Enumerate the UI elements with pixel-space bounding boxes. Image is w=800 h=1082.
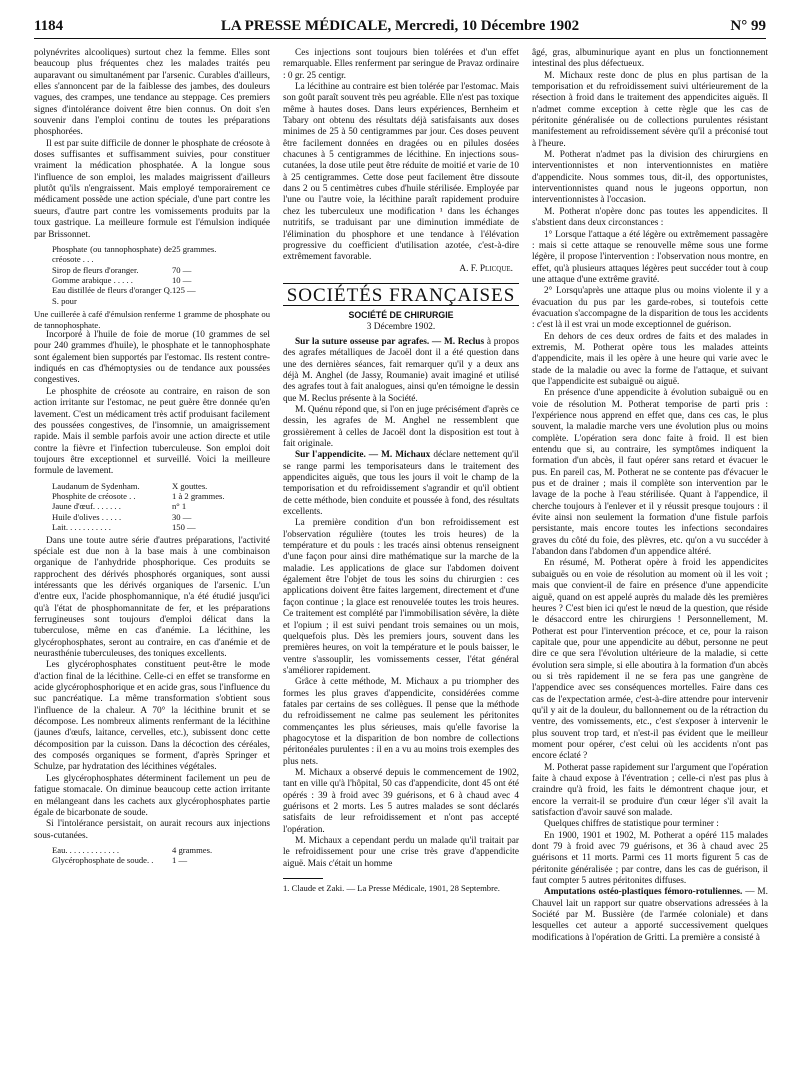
paragraph-text: à propos des agrafes métalliques de Jacoël dont il a été question dans une des dernières séances, fait remarquer qu'il y a deux ans déjà M. Anghel (de Jassy, Roumanie) avait imaginé et utilisé des agrafes tout à fait analogues, ainsi qu'en témoigne le dessin que M. Reclus présente à la Société. [283,336,519,404]
recipe-item: Phosphite de créosote . . [52,490,136,501]
issue-number: N° 99 [730,18,766,34]
page-header [34,18,766,40]
section-title: SOCIÉTÉS FRANÇAISES [283,283,519,306]
paragraph: Ces injections sont toujours bien tolérées et d'un effet remarquable. Elles renferment par seringue de Pravaz ordinaire : 0 gr. 25 centigr. [283,48,519,81]
recipe-qty: 1 — [172,855,188,866]
paragraph: M. Quénu répond que, si l'on en juge précisément d'après ce dessin, les agrafes de M. Anghel ne ressemblent que grossièrement à celles de Jacoël dont la disposition est tout à fait originale. [283,404,519,449]
paragraph: polynévrites alcooliques) surtout chez la femme. Elles sont beaucoup plus fréquentes chez les malades traités peu auparavant ou simultanément par l'arsenic. Curables d'ailleurs, elles s'annoncent par de la faiblesse des jambes, des douleurs vagues, des crampes, une tendance au steppage. Ces premiers signes d'intolérance doivent être bien connus. On doit s'en souvenir dans l'emploi continu de toutes les préparations phosphorées. [34,48,270,138]
column-3 [532,48,768,944]
paragraph: Il est par suite difficile de donner le phosphate de créosote à doses suffisantes et suffisamment suivies, pour constituer vraiment la médication phosphatée. A la longue sous l'influence de son emploi, les malades maigrissent d'ailleurs plutôt qu'ils n'engraissent. Mais employé temporairement ce médicament possède une action spéciale, d'une part contre les sueurs, d'autre part contre les vomissements produits par la toux gastrique. La meilleure formule est l'émulsion indiquée par Brissonnet. [34,138,270,240]
recipe-lavement [52,481,270,533]
recipe-item: Phosphate (ou tannophosphate) de créosote . . . [52,243,172,265]
footnote: 1. Claude et Zaki. — La Presse Médicale, 1901, 28 Septembre. [283,883,500,894]
paragraph: M. Michaux a observé depuis le commencement de 1902, tant en ville qu'à l'hôpital, 50 cas d'appendicite, dont 45 ont été opérés : 39 à froid avec 39 guérisons, et 6 à chaud avec 4 guérisons et 2 morts. Les 5 autres malades se sont déclarés satisfaits de leur refroidissement et n'ont pas accepté l'opération. [283,767,519,835]
recipe-item: Glycérophosphate de soude. . [52,855,154,866]
footnote-rule [283,878,323,879]
page-number: 1184 [34,18,64,34]
paragraph: 1° Lorsque l'attaque a été légère ou extrêmement passagère : mais si cette attaque se renouvelle même sous une forme légère, il propose l'intervention : l'observation nous montre, en effet, qu'à plusieurs attaques légères peut succéder tout à coup une attaque d'une extrême gravité. [532,229,768,285]
paragraph-text: — M. Chauvel lait un rapport sur quatre observations adressées à la Société par M. Bussière (de l'armée coloniale) et dans lesquelles cet auteur a apporté successivement quelques modifications à l'opération de Gritti. La première a consisté à [532,887,769,943]
recipe-item: Sirop de fleurs d'oranger. [52,264,139,275]
paragraph-text: déclare nettement qu'il se range parmi les temporisateurs dans le traitement des appendicites aiguës, que tous les jours il voit le champ de la temporisation et du refroidissement s'agrandir et qu'il obtient de cette méthode, bien conduite et poussée à fond, des résultats excellents. [283,450,519,518]
recipe-emulsion [52,244,270,306]
paragraph: Dans une toute autre série d'autres préparations, l'activité spéciale est due non à la base mais à une combinaison organique de l'anhydride phosphorique. Ces produits se rapprochent des dérivés phosphorés organiques, sont aussi intéressants que les dérivés organiques de l'arsenic. L'un d'entre eux, l'acide phosphomannique, n'a été étudié jusqu'ici qu'à l'état de phosphomannitate de fer, et les préparations ferrugineuses sont toujours d'emploi délicat dans la tuberculose, même en cas d'anémie. La lécithine, les glycérophosphates, seront au contraire, en cas d'anémie et de neurasthénie tuberculeuses, des toniques excellents. [34,535,270,660]
recipe-injection [52,845,270,866]
author-signature: A. F. Plicque. [459,263,513,274]
paragraph: En résumé, M. Potherat opère à froid les appendicites subaiguës ou en voie de résolution au moment où il les voit ; mais que convient-il de faire en présence d'une appendicite aiguë, quand on est appelé auprès du malade dès les premières heures ? C'est bien ici qu'est le nœud de la question, que réside le désaccord entre les chirurgiens ! Personnellement, M. Potherat est pour l'intervention précoce, et ce, pour la raison capitale que, pour une appendicite au début, personne ne peut dire ce que sera l'évolution ultérieure de la maladie, si cette évolution sera simple, si elle aboutira à la formation d'un abcès ou si très rapidement il ne se fera pas une gangrène de l'appendice avec ses conséquences mortelles. Faire dans ces cas de l'expectation armée, c'est-à-dire attendre pour intervenir qu'il y ait de la douleur, du ballonnement ou de la rétraction du ventre, des vomissements, etc., c'est s'exposer à intervenir le plus souvent trop tard, et n'est-il pas évident que le meilleur moment pour opérer, c'est celui où les accidents n'ont pas encore éclaté ? [532,558,768,762]
paragraph: Les glycérophosphates constituent peut-être le mode d'action final de la lécithine. Celle-ci en effet se transforme en acide glycérophosphorique et en acide gras, sous l'influence du suc pancréatique. La même transformation s'obtient sous l'influence de la chaleur. A 70° la lécithine brunit et se décompose. Les nombreux aliments renfermant de la lécithine (jaunes d'œufs, laitance, cervelles, etc.), subissent donc cette décomposition par la cuisson. Dans la décoction des céréales, des composés organiques se forment, d'après Springer et Schulze, par hydratation des lécithines végétales. [34,660,270,773]
recipe-item: Gomme arabique . . . . . [52,275,133,286]
paragraph: La lécithine au contraire est bien tolérée par l'estomac. Mais son goût paraît souvent très peu agréable. Elle n'est pas toxique même à hautes doses. Dans leurs expériences, Bernheim et Tabary ont obtenu des résultats déjà satisfaisants aux doses minimes de 25 à 50 centigrammes par jour. Ces doses peuvent être facilement données en dragées ou en pilules dosées chacunes à 5 centigrammes de lécithine. En injections sous-cutanées, la dose utile peut être réduite de moitié et varie de 10 à 25 centigrammes. Cette dose peut facilement être dissoute dans 2 ou 5 centimètres cubes d'huile stérilisée. Employée par l'une ou l'autre voie, la lécithine paraît rapidement produire chez les tuberculeux une modification ¹ dans les échanges nutritifs, se traduisant par une diminution immédiate de l'élimination du phosphore et une tendance à l'élévation progressive du coefficient d'utilisation azotée, c'est-à-dire extrêmement favorable. [283,82,519,263]
recipe-item: Eau. . . . . . . . . . . . . [52,844,120,855]
journal-title: LA PRESSE MÉDICALE, Mercredi, 10 Décembre 1902 [220,18,580,34]
paragraph: En dehors de ces deux ordres de faits et des malades in extremis, M. Potherat opère tous les malades atteints d'appendicite, mais il les opère à une heure qui varie avec le stade de la maladie ou avec la forme de l'attaque, et suivant que l'appendicite est subaiguë ou aiguë. [532,331,768,387]
session-date: 3 Décembre 1902. [366,321,436,332]
recipe-qty: 150 — [172,522,196,533]
recipe-qty: 30 — [172,511,192,522]
topic-heading: Amputations ostéo-plastiques fémoro-rotuliennes. [544,887,743,898]
paragraph: Quelques chiffres de statistique pour terminer : [544,819,719,830]
column-2 [283,48,519,893]
topic-heading: Sur la suture osseuse par agrafes. — M. Reclus [295,336,485,347]
paragraph: M. Michaux reste donc de plus en plus partisan de la temporisation et du refroidissement suivi ultérieurement de la résection à froid dans le traitement des appendicites aiguës. Il n'admet comme exception à cette règle que les cas de péritonite généralisée ou de collections purulentes résistant manifestement au refroidissement sévère qu'il a préconisé tout à l'heure. [532,70,768,149]
paragraph: En présence d'une appendicite à évolution subaiguë ou en voie de résolution M. Potherat temporise de parti pris : l'expérience nous apprend en effet que, dans ces cas, le plus souvent, la maladie marche vers une évolution plus ou moins complète. L'opération sera donc faite à froid. Il est bien entendu que si, au contraire, les symptômes indiquent la formation d'un abcès, il faut opérer sans retard et évacuer le pus. En pareil cas, M. Potherat ne se contente pas d'évacuer le pus et de drainer ; mais il complète son intervention par le lavage de la poche à l'eau stérilisée. Quant à l'appendice, il cherche toujours à l'enlever et il y réussit presque toujours : il évite ainsi non seulement la formation d'une fistule parfois persistante, mais encore toutes les infections secondaires graves du côté du foie, des plèvres, etc. qu'on a vu succéder à l'abandon dans l'abdomen d'un appendice altéré. [532,388,768,558]
recipe-item: Huile d'olives . . . . . [52,511,122,522]
recipe-item: Jaune d'œuf. . . . . . . [52,501,121,512]
column-1 [34,48,270,869]
paragraph: Incorporé à l'huile de foie de morue (10 grammes de sel pour 240 grammes d'huile), le phosphate et le tannophosphate sont également bien supportés par l'estomac. Ils restent contre-indiqués en cas d'hémoptysies ou de tendance aux poussées congestives. [34,330,270,386]
paragraph: Grâce à cette méthode, M. Michaux a pu triompher des formes les plus graves d'appendicite, considérées comme fatales par certains de ses collègues. Il pense que la méthode du refroidissement ne calme pas seulement les péritonites commençantes les plus sérieuses, mais qu'elle favorise la phagocytose et la disparition de bon nombre de collections péritonéales purulentes : il en a vu au moins trois exemples des plus nets. [283,677,519,767]
topic-heading: Sur l'appendicite. — M. Michaux [295,450,431,461]
recipe-qty: 70 — [172,264,192,275]
recipe-qty: 25 grammes. [172,243,217,254]
paragraph: Le phosphite de créosote au contraire, en raison de son action irritante sur l'estomac, ne peut guère être donnée qu'en lavement. C'est un médicament très actif produisant facilement des poussées congestives, de l'insomnie, un amaigrissement rapide. Mais il semble parfois avoir une action directe et utile contre la fièvre et l'infection tuberculeuse. Son emploi doit toujours être exceptionnel et surveillé. Voici la meilleure formule de lavement. [34,386,270,477]
recipe-qty: 1 à 2 grammes. [172,490,225,501]
paragraph: M. Potherat n'opère donc pas toutes les appendicites. Il s'abstient dans deux circonstances : [532,206,768,229]
recipe-note: Une cuillerée à café d'émulsion renferme 1 gramme de phosphate ou de tannophosphate. [34,309,270,330]
recipe-qty: 125 — [172,285,196,296]
recipe-item: Lait. . . . . . . . . . . [52,522,111,533]
paragraph: M. Michaux a cependant perdu un malade qu'il traitait par le refroidissement pour une crise très grave d'appendicite aiguë. Mais c'était un homme [283,836,519,869]
paragraph: 2° Lorsqu'après une attaque plus ou moins violente il y a évacuation du pus par les garde-robes, si toutefois cette évacuation s'accompagne de la disparition de tous les accidents : c'est là il est vrai un mode exceptionnel de guérison. [532,286,768,331]
paragraph: Les glycérophosphates déterminent facilement un peu de fatigue stomacale. On diminue beaucoup cette action irritante en mélangeant dans les cachets aux glycérophosphates partie égale de bicarbonate de soude. [34,773,270,818]
header-rule [34,38,766,39]
recipe-item: Eau distillée de fleurs d'oranger Q. S. pour [52,285,172,306]
paragraph: M. Potherat passe rapidement sur l'argument que l'opération faite à chaud expose à l'éventration ; celle-ci n'est pas plus à craindre qu'à froid, les faits le démontrent chaque jour, et encore la verrait-il se produire d'un cœur léger s'il avait la satisfaction d'avoir sauvé son malade. [532,762,768,819]
society-heading: SOCIÉTÉ DE CHIRURGIE [348,310,454,321]
recipe-qty: 10 — [172,275,192,286]
paragraph: En 1900, 1901 et 1902, M. Potherat a opéré 115 malades dont 79 à froid avec 79 guérisons, et 36 à chaud avec 25 guérisons et 11 morts. Parmi ces 11 morts figurent 5 cas de péritonite généralisée ; par contre, dans les cas de guérison, il faut compter 5 autres péritonites diffuses. [532,830,768,887]
paragraph: La première condition d'un bon refroidissement est l'observation régulière (toutes les trois heures) de la température et du pouls : les tracés ainsi obtenus renseignent d'une façon pour ainsi dire mathématique sur la marche de la maladie. Les applications de glace sur l'abdomen doivent également être l'objet de tous les soins du chirurgien : ces applications doivent être faites largement, directement et d'une façon continue ; la glace est renouvelée toutes les trois heures. Ce traitement est complété par l'immobilisation sévère, la diète et l'opium ; il est suivi pendant trois semaines ou un mois, quelquefois plus. Dès les premiers jours, souvent dans les premières heures, on voit la température et le pouls baisser, le ventre s'assouplir, les vomissements cesser, l'état général s'améliorer rapidement. [283,518,519,676]
paragraph: Si l'intolérance persistait, on aurait recours aux injections sous-cutanées. [34,819,270,841]
recipe-qty: 4 grammes. [172,844,213,855]
recipe-qty: n° 1 [172,501,187,512]
recipe-item: Laudanum de Sydenham. [52,480,140,491]
paragraph: M. Potherat n'admet pas la division des chirurgiens en interventionnistes et non interventionnistes en matière d'appendicite. Nous sommes tous, dit-il, des opportunistes, interventionnistes quand nous le jugeons opportun, non interventionnistes à l'occasion. [532,150,768,206]
paragraph: âgé, gras, albuminurique ayant en plus un fonctionnement intestinal des plus défectueux. [532,48,768,70]
recipe-qty: X gouttes. [172,480,208,491]
